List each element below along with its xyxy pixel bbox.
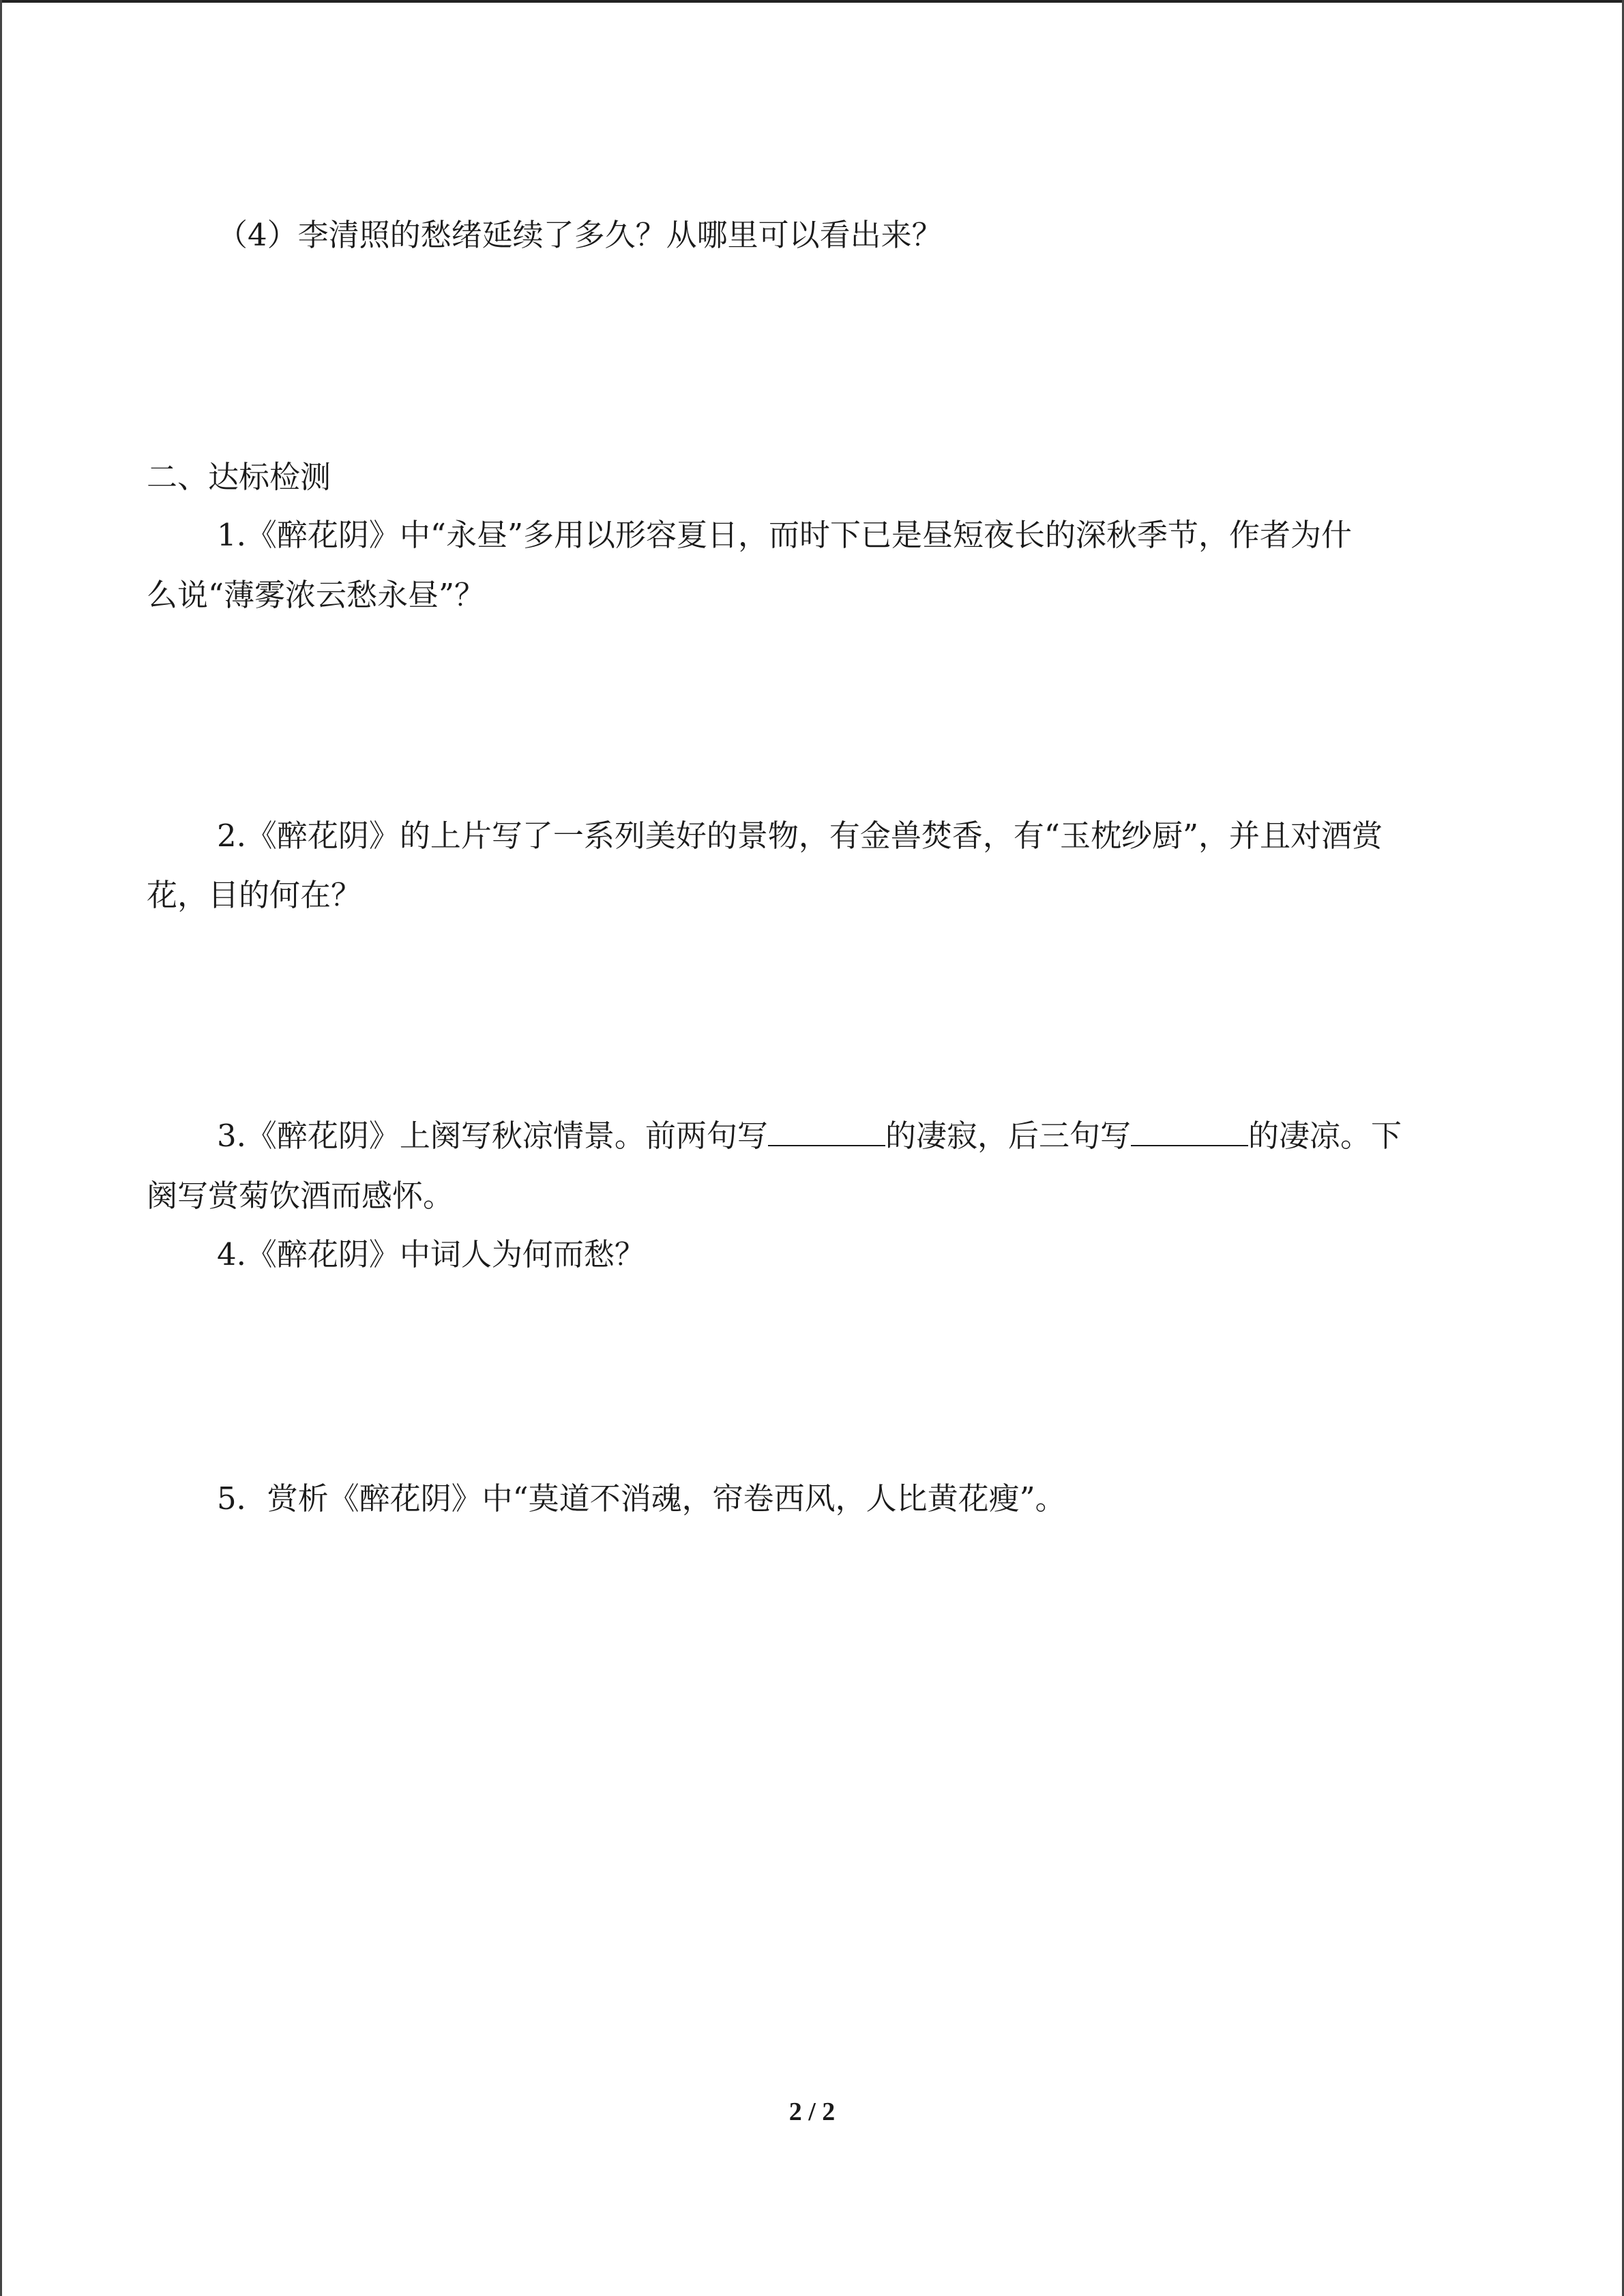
fill-blank-2[interactable]	[1131, 1118, 1248, 1146]
question-4-text: （4）李清照的愁绪延续了多久？从哪里可以看出来？	[217, 217, 943, 253]
item-3-part-3: 的凄凉。下	[1247, 1118, 1402, 1154]
section-heading: 二、达标检测	[147, 459, 331, 495]
item-3-part-1: 3.《醉花阴》上阕写秋凉情景。前两句写	[217, 1118, 768, 1154]
page-number: 2 / 2	[788, 2098, 836, 2126]
item-3-line-1	[217, 1116, 1402, 1157]
page-left-border	[0, 0, 2, 2296]
item-1-line-2: 么说“薄雾浓云愁永昼”？	[147, 577, 486, 613]
page-top-border	[0, 0, 1624, 3]
item-4-text: 4.《醉花阴》中词人为何而愁？	[217, 1236, 645, 1272]
item-1-line-1: 1.《醉花阴》中“永昼”多用以形容夏日，而时下已是昼短夜长的深秋季节，作者为什	[217, 517, 1352, 553]
item-3-part-2: 的凄寂，后三句写	[885, 1118, 1131, 1154]
item-2-line-2: 花，目的何在？	[147, 877, 362, 913]
fill-blank-1[interactable]	[768, 1118, 885, 1146]
item-2-line-1: 2.《醉花阴》的上片写了一系列美好的景物，有金兽焚香，有“玉枕纱厨”，并且对酒赏	[217, 818, 1383, 854]
item-5-text: 5．赏析《醉花阴》中“莫道不消魂，帘卷西风，人比黄花瘦”。	[217, 1480, 1066, 1517]
item-3-line-2: 阕写赏菊饮酒而感怀。	[147, 1178, 454, 1214]
